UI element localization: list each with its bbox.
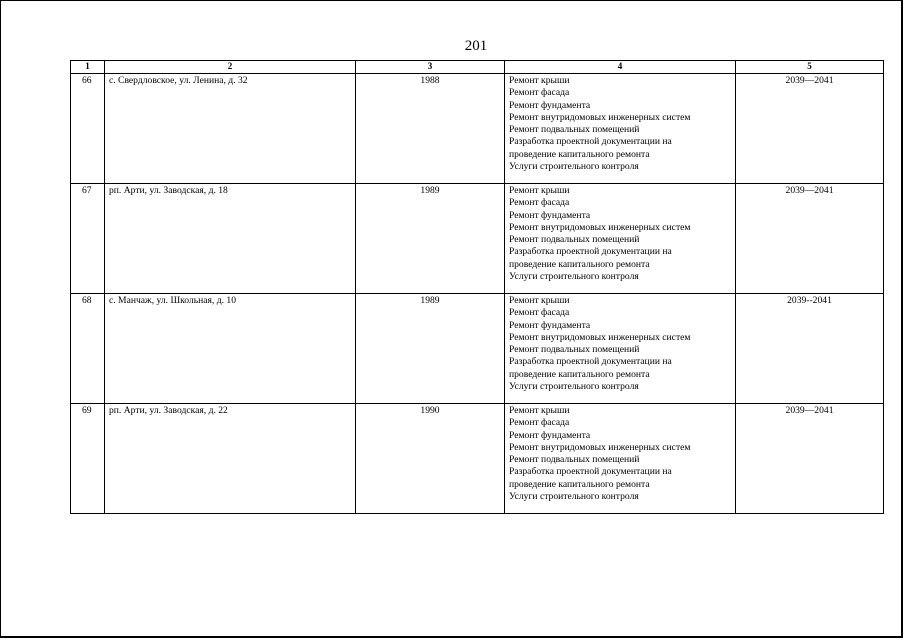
work-item: Ремонт крыши xyxy=(509,295,570,306)
work-item: Ремонт внутридомовых инженерных систем xyxy=(509,441,691,453)
table-row xyxy=(71,184,884,294)
work-item: проведение капитального ремонта xyxy=(509,368,650,380)
work-item: Ремонт крыши xyxy=(509,405,570,416)
work-item: Ремонт фасада xyxy=(509,197,570,209)
work-item: Ремонт фундамента xyxy=(509,99,591,111)
table-row xyxy=(71,74,884,184)
work-item: Ремонт внутридомовых инженерных систем xyxy=(509,111,691,123)
work-item: проведение капитального ремонта xyxy=(509,258,650,270)
work-item: Ремонт крыши xyxy=(509,75,570,86)
row-works xyxy=(505,294,736,404)
work-item: Разработка проектной документации на xyxy=(509,466,672,478)
work-item: Ремонт крыши xyxy=(509,185,570,196)
row-year: 1988 xyxy=(356,74,505,184)
row-number: 69 xyxy=(71,404,105,514)
work-item: Услуги строительного контроля xyxy=(509,381,639,393)
header-col-5: 5 xyxy=(736,61,884,74)
row-works xyxy=(505,404,736,514)
work-item: Ремонт подвальных помещений xyxy=(509,234,640,246)
header-col-4: 4 xyxy=(505,61,736,74)
row-period: 2039—2041 xyxy=(736,404,884,514)
row-address: рп. Арти, ул. Заводская, д. 22 xyxy=(105,404,356,514)
row-year: 1989 xyxy=(356,294,505,404)
work-item: проведение капитального ремонта xyxy=(509,478,650,490)
work-item: проведение капитального ремонта xyxy=(509,148,650,160)
work-item: Ремонт фундамента xyxy=(509,209,591,221)
work-item: Ремонт внутридомовых инженерных систем xyxy=(509,221,691,233)
work-item: Ремонт подвальных помещений xyxy=(509,344,640,356)
row-period: 2039—2041 xyxy=(736,184,884,294)
work-item: Ремонт подвальных помещений xyxy=(509,454,640,466)
work-item: Ремонт внутридомовых инженерных систем xyxy=(509,331,691,343)
row-address: рп. Арти, ул. Заводская, д. 18 xyxy=(105,184,356,294)
work-item: Услуги строительного контроля xyxy=(509,491,639,503)
work-item: Ремонт подвальных помещений xyxy=(509,124,640,136)
header-col-1: 1 xyxy=(71,61,105,74)
work-item: Разработка проектной документации на xyxy=(509,356,672,368)
row-works xyxy=(505,184,736,294)
work-item: Услуги строительного контроля xyxy=(509,161,639,173)
header-col-2: 2 xyxy=(105,61,356,74)
row-period: 2039—2041 xyxy=(736,74,884,184)
page-number: 201 xyxy=(464,38,488,54)
table-row xyxy=(71,404,884,514)
work-item: Услуги строительного контроля xyxy=(509,271,639,283)
row-works xyxy=(505,74,736,184)
row-address: с. Манчаж, ул. Школьная, д. 10 xyxy=(105,294,356,404)
row-year: 1990 xyxy=(356,404,505,514)
row-period: 2039--2041 xyxy=(736,294,884,404)
header-row xyxy=(71,61,884,74)
work-item: Разработка проектной документации на xyxy=(509,246,672,258)
row-number: 68 xyxy=(71,294,105,404)
table-row xyxy=(71,294,884,404)
work-item: Разработка проектной документации на xyxy=(509,136,672,148)
header-col-3: 3 xyxy=(356,61,505,74)
work-item: Ремонт фундамента xyxy=(509,319,591,331)
work-item: Ремонт фасада xyxy=(509,417,570,429)
repair-schedule-table xyxy=(70,60,884,514)
row-number: 67 xyxy=(71,184,105,294)
work-item: Ремонт фасада xyxy=(509,87,570,99)
work-item: Ремонт фундамента xyxy=(509,429,591,441)
work-item: Ремонт фасада xyxy=(509,307,570,319)
row-number: 66 xyxy=(71,74,105,184)
row-year: 1989 xyxy=(356,184,505,294)
row-address: с. Свердловское, ул. Ленина, д. 32 xyxy=(105,74,356,184)
